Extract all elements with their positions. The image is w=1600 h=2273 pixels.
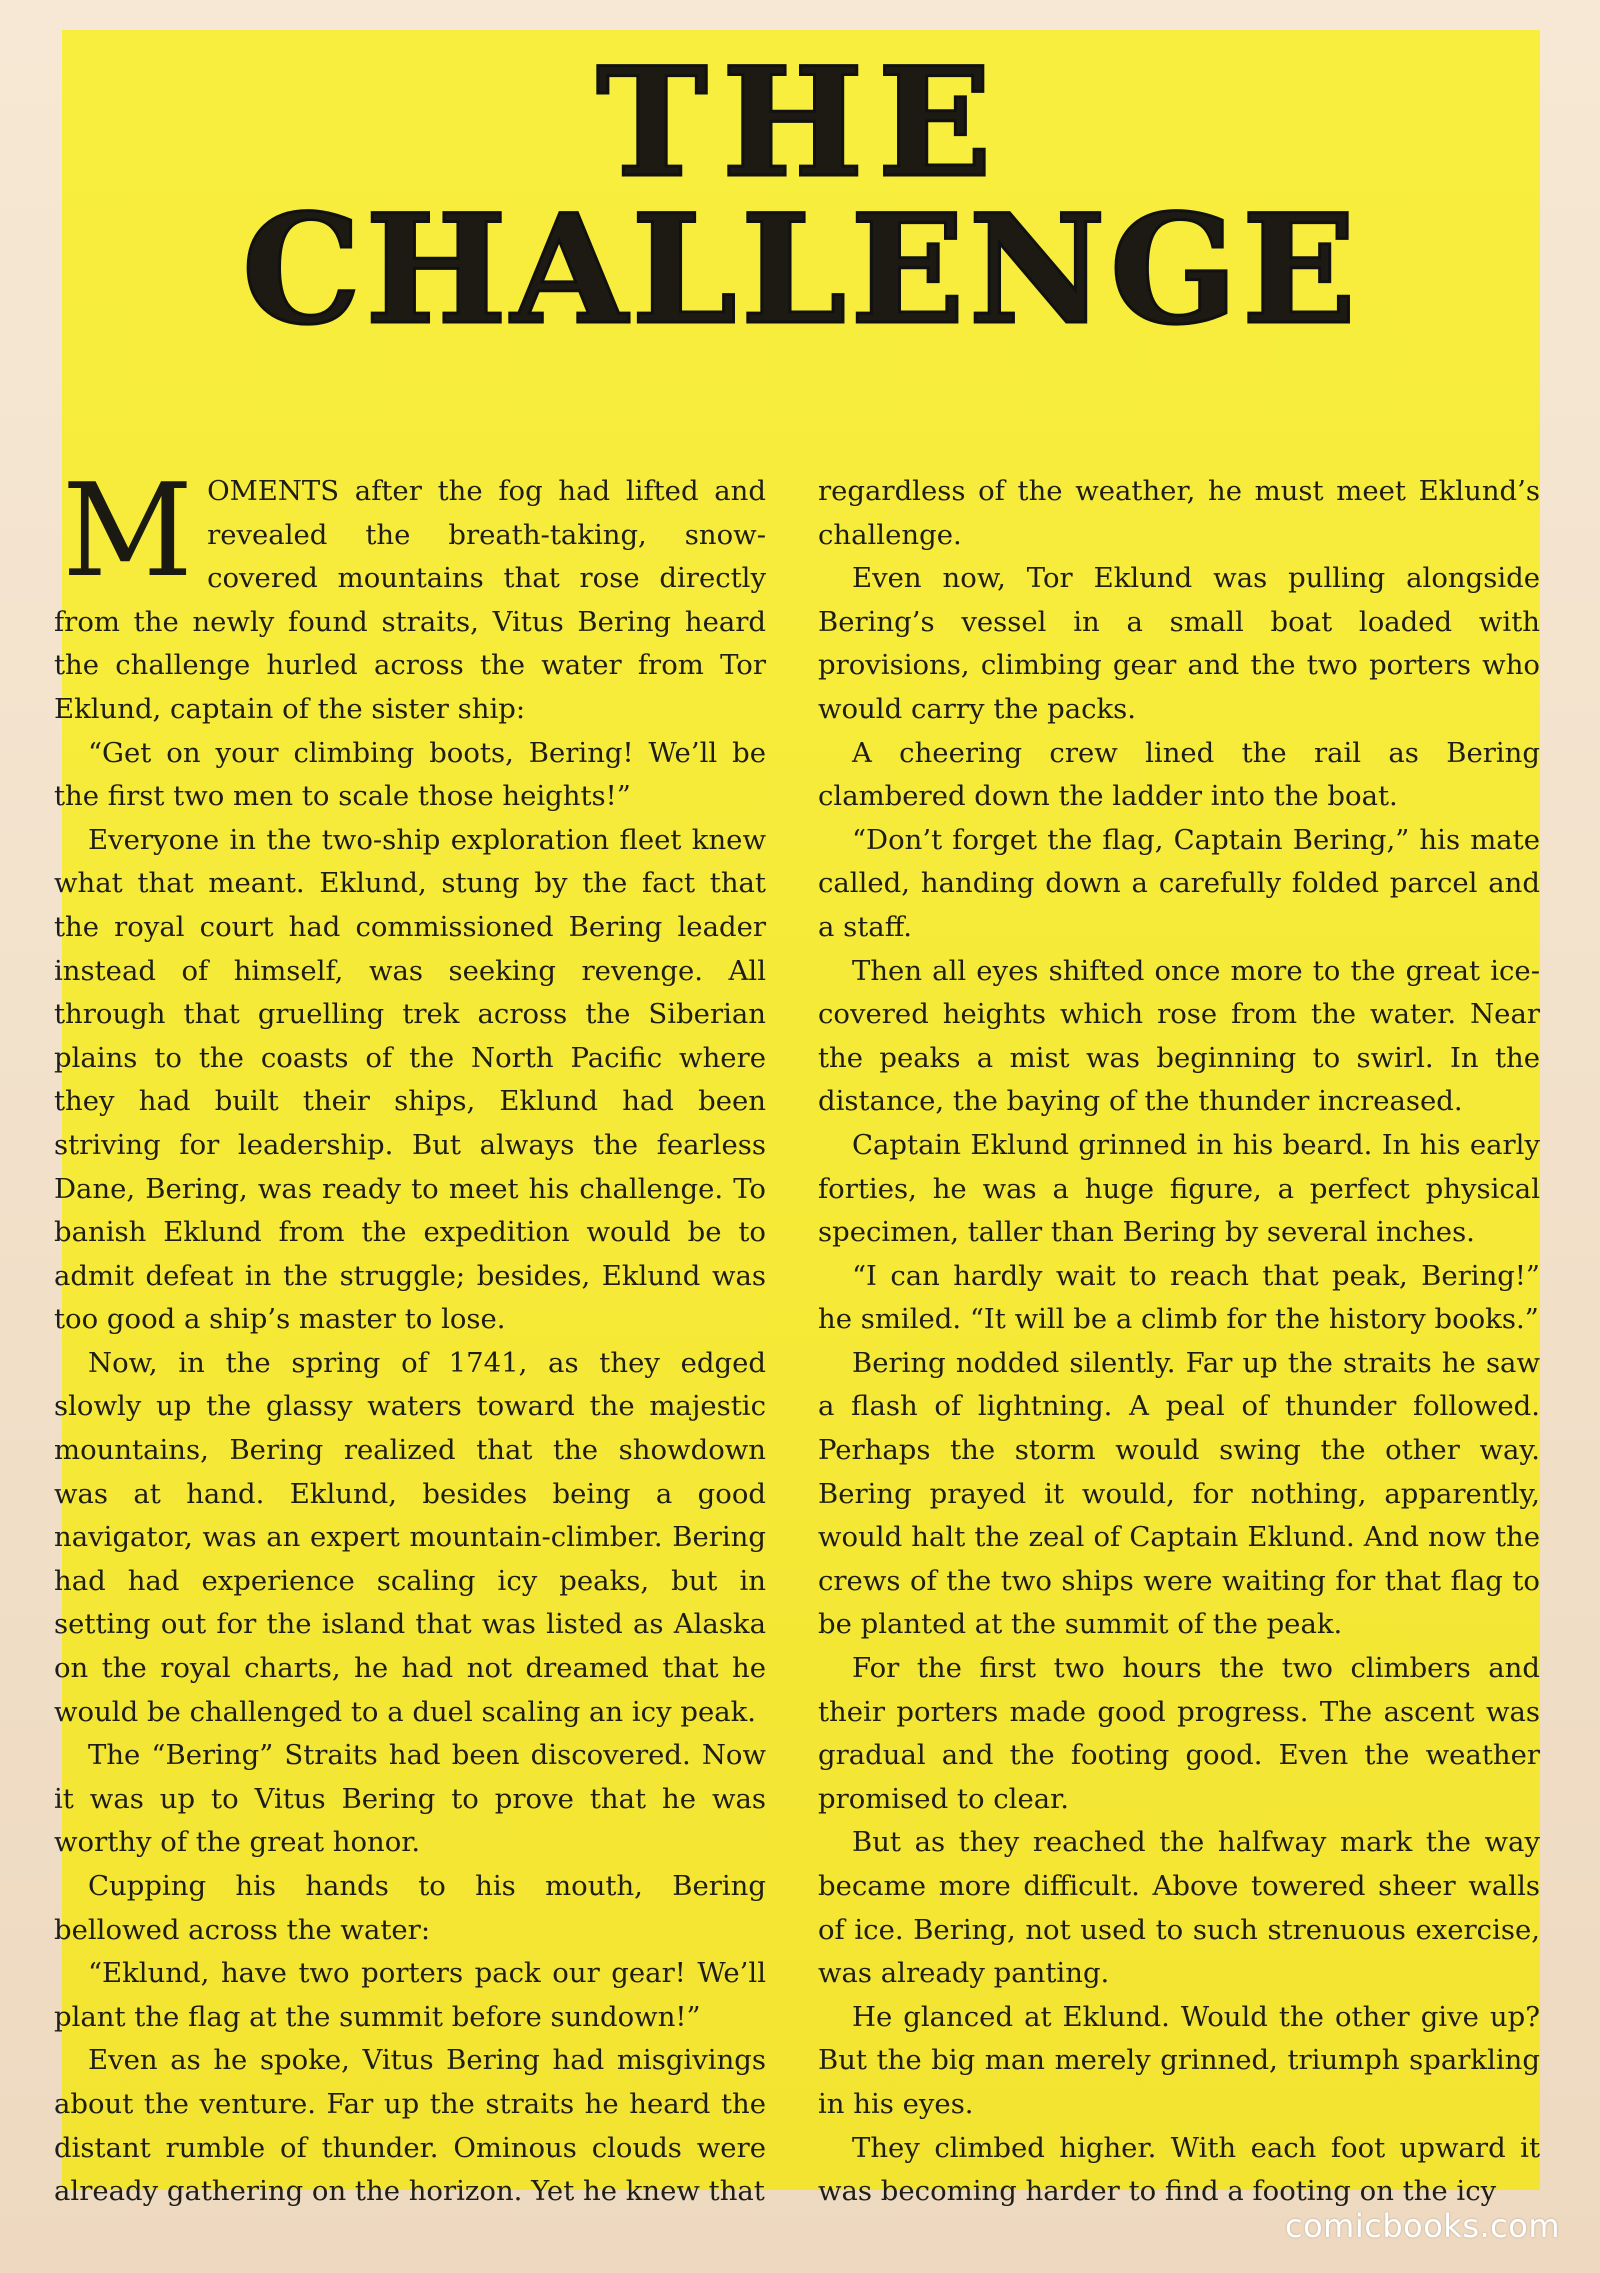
left-column bbox=[54, 457, 766, 2214]
paragraph: regardless of the weather, he must meet Eklund’s challenge. bbox=[818, 475, 1540, 551]
title-line-2: CHALLENGE bbox=[241, 182, 1361, 358]
paragraph: He glanced at Eklund. Would the other give up? But the big man merely grinned, triumph sparkling in his eyes. bbox=[818, 2000, 1540, 2120]
paragraph: “I can hardly wait to reach that peak, Bering!” he smiled. “It will be a climb for the history books.” bbox=[818, 1259, 1540, 1336]
paragraph: Now, in the spring of 1741, as they edged slowly up the glassy waters toward the majestic mountains, Bering realized that the showdown was at hand. Eklund, besides being a good navigator, was an expert mountain-climber. Bering had had experience scaling icy peaks, but in setting out for the island that was listed as Alaska on the royal charts, he had not dreamed that he would be challenged to a duel scaling an icy peak. bbox=[54, 1346, 766, 1728]
paragraph: They climbed higher. With each foot upward it was becoming harder to find a footing on the icy bbox=[818, 2131, 1540, 2208]
paragraph: For the first two hours the two climbers and their porters made good progress. The ascent was gradual and the footing good. Even the weather promised to clear. bbox=[818, 1652, 1540, 1815]
paragraph: Cupping his hands to his mouth, Bering bellowed across the water: bbox=[54, 1870, 766, 1946]
paragraph: “Eklund, have two porters pack our gear! We’ll plant the flag at the summit before sundown!” bbox=[54, 1957, 766, 2033]
paragraph: A cheering crew lined the rail as Bering clambered down the ladder into the boat. bbox=[818, 736, 1540, 813]
paragraph: Bering nodded silently. Far up the straits he saw a flash of lightning. A peal of thunder followed. Perhaps the storm would swing the other way. Bering prayed it would, for nothing, apparently, would halt the zeal of Captain Eklund. And now the crews of the two ships were waiting for that flag to be planted at the summit of the peak. bbox=[818, 1346, 1540, 1641]
paragraph: Then all eyes shifted once more to the great ice-covered heights which rose from the water. Near the peaks a mist was beginning to swirl. In the distance, the baying of the thunder increased. bbox=[818, 954, 1540, 1118]
paragraph-text: OMENTS after the fog had lifted and revealed the breath-taking, snow-covered mountains that rose directly from the newly found straits, Vitus Bering heard the challenge hurled across the water from Tor Eklund, captain of the sister ship: bbox=[54, 475, 766, 725]
title-line-1: THE bbox=[596, 35, 1006, 211]
paragraph: “Don’t forget the flag, Captain Bering,” his mate called, handing down a carefully folded parcel and a staff. bbox=[818, 823, 1540, 943]
paragraph: Everyone in the two-ship exploration fleet knew what that meant. Eklund, stung by the fact that the royal court had commissioned Bering leader instead of himself, was seeking revenge. All through that gruelling trek across the Siberian plains to the coasts of the North Pacific where they had built their ships, Eklund had been striving for leadership. But always the fearless Dane, Bering, was ready to meet his challenge. To banish Eklund from the expedition would be to admit defeat in the struggle; besides, Eklund was too good a ship’s master to lose. bbox=[54, 823, 766, 1336]
paragraph: Even as he spoke, Vitus Bering had misgivings about the venture. Far up the straits he heard the distant rumble of thunder. Ominous clouds were already gathering on the horizon. Yet he knew that bbox=[54, 2044, 766, 2208]
paragraph: The “Bering” Straits had been discovered. Now it was up to Vitus Bering to prove that he was worthy of the great honor. bbox=[54, 1739, 766, 1859]
story-panel bbox=[54, 30, 1540, 2208]
drop-cap: M bbox=[62, 457, 194, 606]
right-column bbox=[818, 470, 1540, 2214]
paragraph: Captain Eklund grinned in his beard. In his early forties, he was a huge figure, a perfect physical specimen, taller than Bering by several inches. bbox=[818, 1128, 1540, 1249]
paragraph: Even now, Tor Eklund was pulling alongside Bering’s vessel in a small boat loaded with provisions, climbing gear and the two porters who would carry the packs. bbox=[818, 562, 1540, 725]
watermark: comicbooks.com bbox=[1284, 2207, 1560, 2245]
paragraph: But as they reached the halfway mark the way became more difficult. Above towered sheer walls of ice. Bering, not used to such strenuous exercise, was already panting. bbox=[818, 1826, 1540, 1990]
paragraph bbox=[54, 457, 766, 732]
paragraph: “Get on your climbing boots, Bering! We’ll be the first two men to scale those heights!” bbox=[54, 736, 766, 813]
